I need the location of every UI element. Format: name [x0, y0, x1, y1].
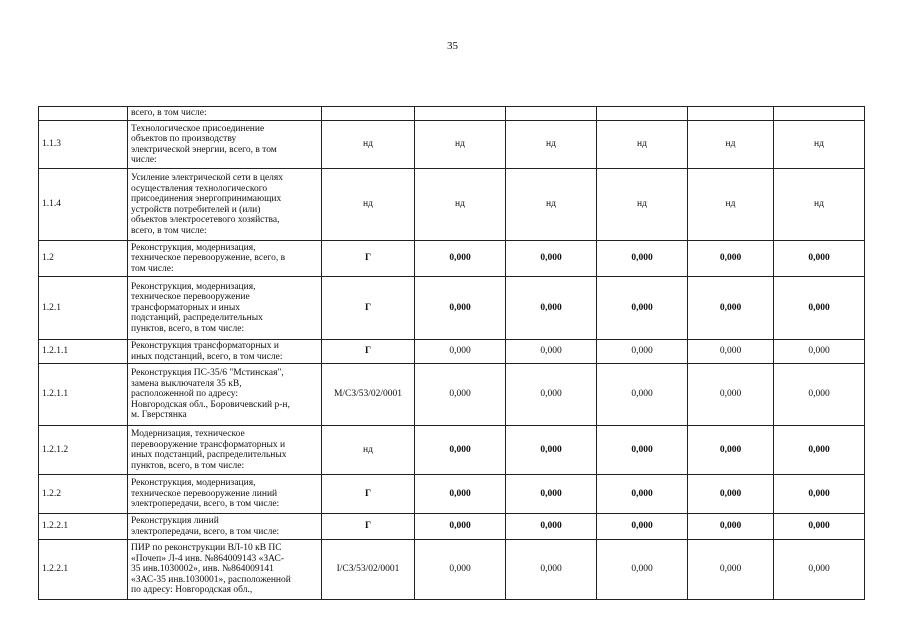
table-row	[39, 121, 865, 169]
row-code: 1.2.1.1	[39, 364, 128, 426]
row-code: 1.1.4	[39, 169, 128, 241]
row-value: нд	[506, 121, 597, 169]
row-value: 0,000	[774, 340, 865, 364]
row-name: Модернизация, техническое перевооружение трансформаторных и иных подстанций, распределительных пунктов, всего, в том числе:	[128, 426, 322, 475]
row-value: нд	[415, 169, 506, 241]
row-value: нд	[774, 169, 865, 241]
table-row	[39, 107, 865, 121]
row-value: 0,000	[688, 514, 774, 540]
table-row	[39, 340, 865, 364]
row-value: 0,000	[415, 514, 506, 540]
row-value: 0,000	[506, 277, 597, 340]
row-identifier: Г	[322, 241, 415, 277]
row-value: 0,000	[415, 364, 506, 426]
row-value: 0,000	[506, 241, 597, 277]
row-value: 0,000	[774, 540, 865, 600]
row-code: 1.2.1.1	[39, 340, 128, 364]
row-value: 0,000	[688, 426, 774, 475]
row-code	[39, 107, 128, 121]
row-code: 1.2	[39, 241, 128, 277]
row-name: Реконструкция, модернизация, техническое перевооружение линий электропередачи, всего, в том числе:	[128, 475, 322, 514]
row-value	[506, 107, 597, 121]
row-value: 0,000	[415, 277, 506, 340]
row-name: Технологическое присоединение объектов по производству электрической энергии, всего, в том числе:	[128, 121, 322, 169]
row-value: нд	[774, 121, 865, 169]
row-value: 0,000	[774, 514, 865, 540]
row-value: нд	[415, 121, 506, 169]
row-code: 1.2.2.1	[39, 514, 128, 540]
row-identifier: нд	[322, 121, 415, 169]
row-value: нд	[688, 121, 774, 169]
investment-table	[38, 106, 865, 600]
row-value: 0,000	[597, 514, 688, 540]
row-value: 0,000	[597, 277, 688, 340]
row-value: 0,000	[415, 340, 506, 364]
row-value: 0,000	[688, 475, 774, 514]
row-value	[774, 107, 865, 121]
row-value	[415, 107, 506, 121]
row-identifier: I/СЗ/53/02/0001	[322, 540, 415, 600]
row-value: 0,000	[774, 426, 865, 475]
row-value: 0,000	[597, 241, 688, 277]
row-value: 0,000	[597, 364, 688, 426]
row-value: 0,000	[774, 277, 865, 340]
table-row	[39, 514, 865, 540]
row-value: 0,000	[774, 475, 865, 514]
row-value: 0,000	[688, 277, 774, 340]
table-row	[39, 169, 865, 241]
row-identifier: Г	[322, 277, 415, 340]
row-identifier	[322, 107, 415, 121]
row-value	[597, 107, 688, 121]
row-name: ПИР по реконструкции ВЛ-10 кВ ПС «Почеп» Л-4 инв. №864009143 «ЗАС- 35 инв.1030002», инв. №864009141 «ЗАС-35 инв.1030001», расположенной по адресу: Новгородская обл.,	[128, 540, 322, 600]
row-value: нд	[597, 121, 688, 169]
row-value: 0,000	[506, 364, 597, 426]
row-value: 0,000	[774, 241, 865, 277]
row-name: Реконструкция, модернизация, техническое перевооружение, всего, в том числе:	[128, 241, 322, 277]
table-row	[39, 277, 865, 340]
row-code: 1.2.1.2	[39, 426, 128, 475]
row-value: 0,000	[506, 540, 597, 600]
row-identifier: Г	[322, 514, 415, 540]
row-value: 0,000	[597, 426, 688, 475]
table-row	[39, 475, 865, 514]
row-code: 1.2.1	[39, 277, 128, 340]
row-name: Реконструкция ПС-35/6 "Мстинская", замена выключателя 35 кВ, расположенной по адресу: Новгородская обл., Боровичевский р-н, м. Гверстянка	[128, 364, 322, 426]
row-value: нд	[597, 169, 688, 241]
row-name: всего, в том числе:	[128, 107, 322, 121]
row-name: Реконструкция линий электропередачи, всего, в том числе:	[128, 514, 322, 540]
row-name: Усиление электрической сети в целях осуществления технологического присоединения энергопринимающих устройств потребителей и (или) объектов электросетевого хозяйства, всего, в том числе:	[128, 169, 322, 241]
row-value: 0,000	[597, 475, 688, 514]
row-code: 1.2.2	[39, 475, 128, 514]
row-value: 0,000	[688, 241, 774, 277]
row-value: 0,000	[506, 426, 597, 475]
row-value: 0,000	[597, 340, 688, 364]
row-value: 0,000	[688, 540, 774, 600]
table-row	[39, 241, 865, 277]
row-value: 0,000	[506, 475, 597, 514]
row-code: 1.2.2.1	[39, 540, 128, 600]
table-row	[39, 540, 865, 600]
table-row	[39, 364, 865, 426]
row-value: нд	[688, 169, 774, 241]
row-name: Реконструкция, модернизация, техническое перевооружение трансформаторных и иных подстанций, распределительных пунктов, всего, в том числе:	[128, 277, 322, 340]
row-value: 0,000	[506, 514, 597, 540]
row-identifier: нд	[322, 426, 415, 475]
row-identifier: Г	[322, 475, 415, 514]
row-value: 0,000	[688, 364, 774, 426]
row-value	[688, 107, 774, 121]
row-value: нд	[506, 169, 597, 241]
table-row	[39, 426, 865, 475]
row-name: Реконструкция трансформаторных и иных подстанций, всего, в том числе:	[128, 340, 322, 364]
row-value: 0,000	[597, 540, 688, 600]
row-value: 0,000	[415, 426, 506, 475]
row-identifier: М/СЗ/53/02/0001	[322, 364, 415, 426]
row-value: 0,000	[415, 475, 506, 514]
row-code: 1.1.3	[39, 121, 128, 169]
row-value: 0,000	[415, 540, 506, 600]
row-value: 0,000	[506, 340, 597, 364]
row-value: 0,000	[415, 241, 506, 277]
row-value: 0,000	[774, 364, 865, 426]
row-value: 0,000	[688, 340, 774, 364]
row-identifier: нд	[322, 169, 415, 241]
row-identifier: Г	[322, 340, 415, 364]
page-number: 35	[447, 40, 458, 52]
